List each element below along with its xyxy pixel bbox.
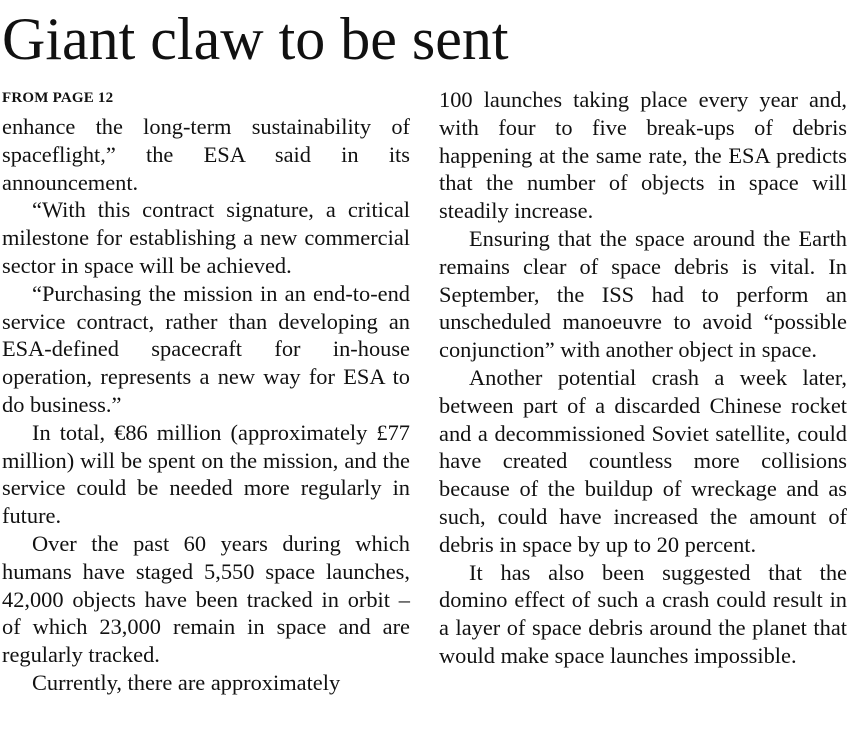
left-column [2, 86, 410, 697]
paragraph: It has also been suggested that the domino effect of such a crash could result in a layer of space debris around the planet that would make space launches impossible. [439, 559, 847, 668]
paragraph: “Purchasing the mission in an end-to-end service contract, rather than developing an ESA-defined spacecraft for in-house operation, represents a new way for ESA to do business.” [2, 280, 410, 417]
paragraph: In total, €86 million (approximately £77 million) will be spent on the mission, and the service could be needed more regularly in future. [2, 419, 410, 529]
right-column [439, 86, 847, 670]
paragraph: Currently, there are approximately [32, 669, 341, 695]
headline: Giant claw to be sent [2, 6, 509, 72]
paragraph: Another potential crash a week later, between part of a discarded Chinese rocket and a decommissioned Soviet satellite, could have created countless more collisions because of the buildup of wreckage and as such, could have increased the amount of debris in space by up to 20 percent. [439, 364, 847, 557]
paragraph: Ensuring that the space around the Earth remains clear of space debris is vital. In September, the ISS had to perform an unscheduled manoeuvre to avoid “possible conjunction” with another object in space. [439, 225, 847, 363]
paragraph-continuation: enhance the long-term sustainability of spaceflight,” the ESA said in its announcement. [2, 114, 410, 195]
paragraph: Over the past 60 years during which humans have staged 5,550 space launches, 42,000 objects have been tracked in orbit – of which 23,000 remain in space and are regularly tracked. [2, 530, 410, 668]
paragraph: “With this contract signature, a critical milestone for establishing a new commercial sector in space will be achieved. [2, 197, 410, 278]
kicker: FROM PAGE 12 [2, 90, 114, 106]
paragraph-continuation: 100 launches taking place every year and, with four to five break-ups of debris happening at the same rate, the ESA predicts that the number of objects in space will steadily increase. [439, 87, 847, 224]
